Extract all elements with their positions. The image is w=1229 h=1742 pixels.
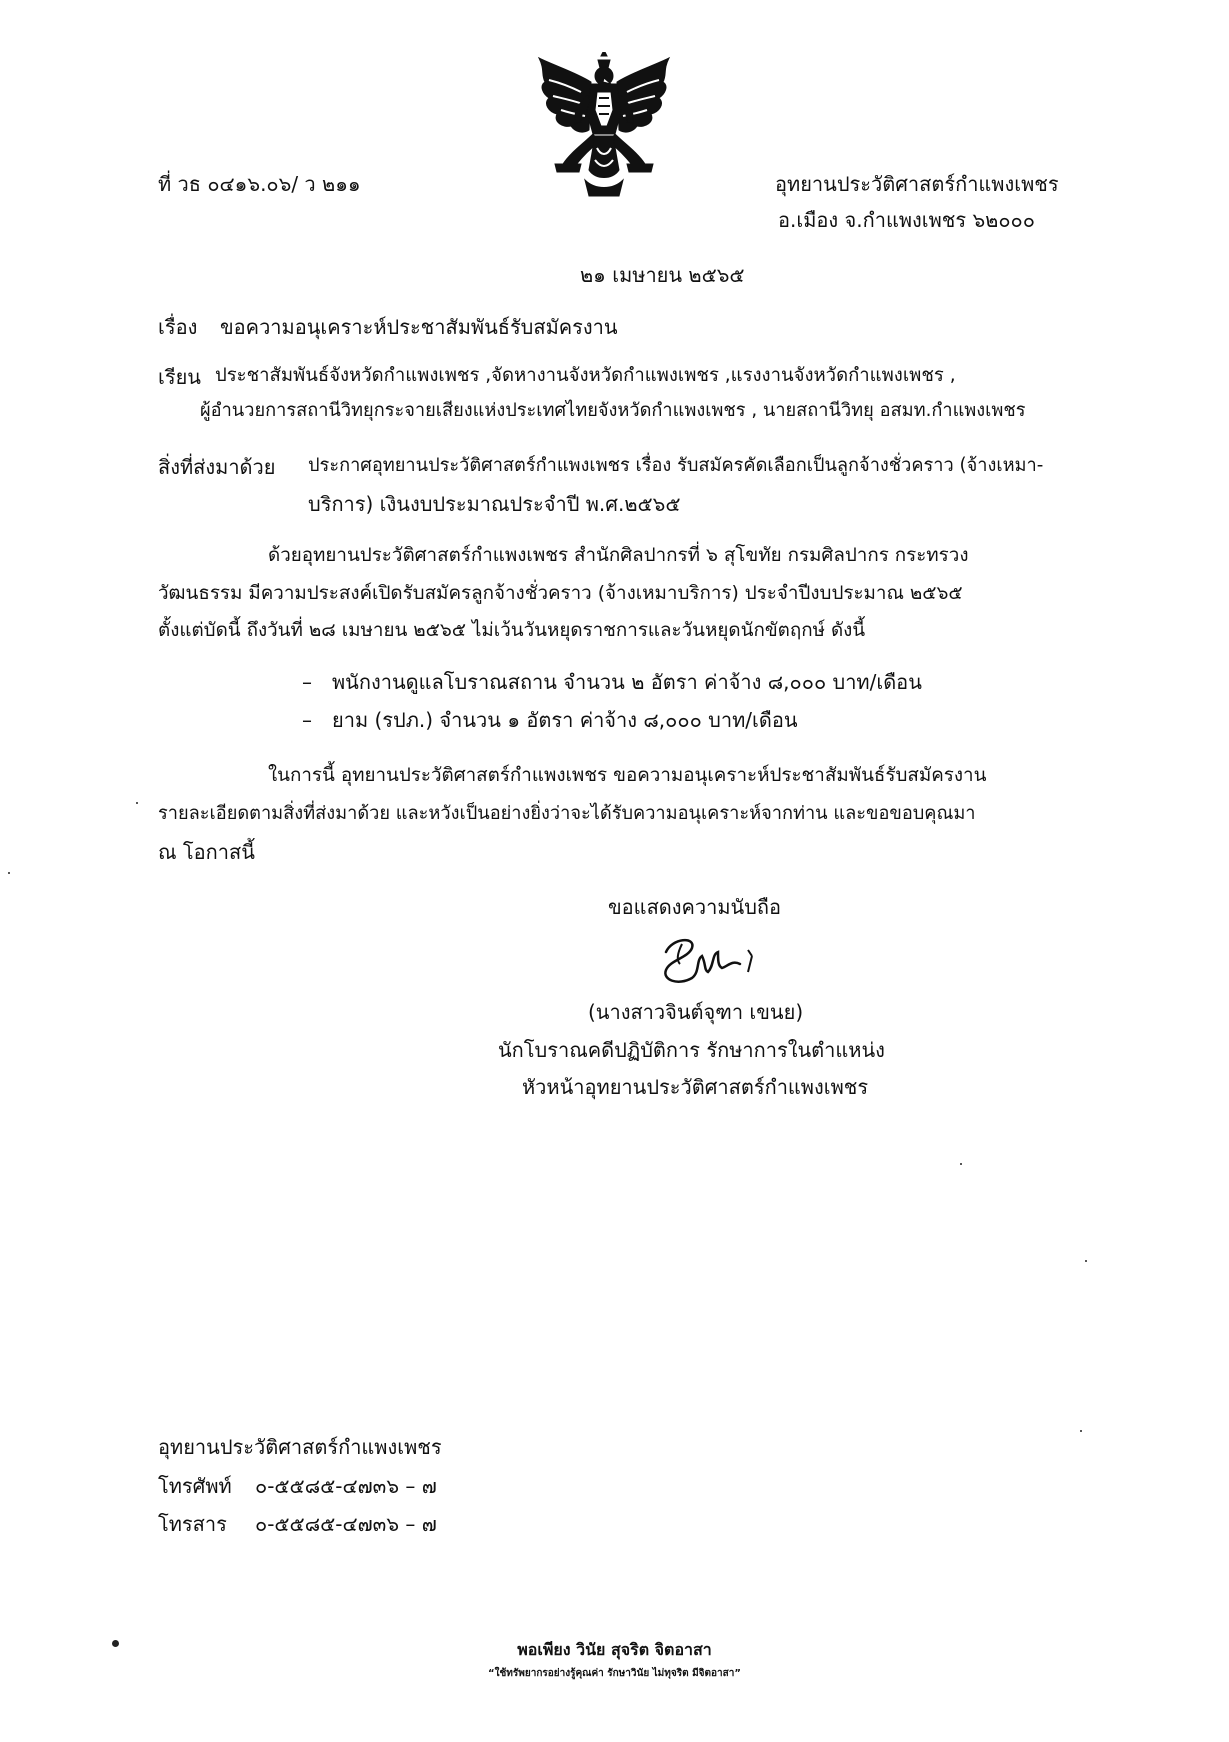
list-item-dash: – bbox=[302, 670, 312, 694]
body-paragraph-2-line-2: รายละเอียดตามสิ่งที่ส่งมาด้วย และหวังเป็นอย่างยิ่งว่าจะได้รับความอนุเคราะห์จากท่าน และขอขอบคุณมา bbox=[158, 803, 976, 824]
footer-phone-value: ๐-๕๕๘๕-๔๗๓๖ – ๗ bbox=[255, 1474, 437, 1498]
office-name: อุทยานประวัติศาสตร์กำแพงเพชร bbox=[775, 172, 1059, 196]
scan-speck bbox=[8, 872, 10, 874]
footer-fax-value: ๐-๕๕๘๕-๔๗๓๖ – ๗ bbox=[255, 1512, 437, 1536]
footer-phone-label: โทรศัพท์ bbox=[158, 1474, 232, 1498]
list-item-text: พนักงานดูแลโบราณสถาน จำนวน ๒ อัตรา ค่าจ้าง ๘,๐๐๐ บาท/เดือน bbox=[332, 670, 922, 694]
scan-speck bbox=[1085, 1260, 1087, 1262]
signer-name: (นางสาวจินต์จุฑา เขนย) bbox=[588, 1000, 804, 1024]
scan-speck bbox=[1080, 1430, 1082, 1432]
motto-subtitle: “ใช้ทรัพยากรอย่างรู้คุณค่า รักษาวินัย ไม่ทุจริต มีจิตอาสา” bbox=[488, 1668, 741, 1679]
office-address: อ.เมือง จ.กำแพงเพชร ๖๒๐๐๐ bbox=[778, 208, 1035, 232]
scan-speck bbox=[960, 1163, 962, 1165]
footer-fax-label: โทรสาร bbox=[158, 1512, 227, 1536]
list-item bbox=[302, 670, 922, 694]
subject-label: เรื่อง bbox=[158, 315, 198, 339]
enclosure-label: สิ่งที่ส่งมาด้วย bbox=[158, 455, 276, 479]
signer-title: หัวหน้าอุทยานประวัติศาสตร์กำแพงเพชร bbox=[522, 1075, 869, 1099]
motto-title: พอเพียง วินัย สุจริต จิตอาสา bbox=[517, 1640, 712, 1659]
enclosure-line-1: ประกาศอุทยานประวัติศาสตร์กำแพงเพชร เรื่อง รับสมัครคัดเลือกเป็นลูกจ้างชั่วคราว (จ้างเหมา- bbox=[308, 455, 1044, 476]
subject-text: ขอความอนุเคราะห์ประชาสัมพันธ์รับสมัครงาน bbox=[220, 315, 618, 339]
enclosure-line-2: บริการ) เงินงบประมาณประจำปี พ.ศ.๒๕๖๕ bbox=[308, 492, 681, 516]
scan-speck bbox=[112, 1640, 119, 1647]
closing-salutation: ขอแสดงความนับถือ bbox=[608, 895, 782, 919]
signature-icon bbox=[652, 930, 764, 990]
recipients-line-1: ประชาสัมพันธ์จังหวัดกำแพงเพชร ,จัดหางานจังหวัดกำแพงเพชร ,แรงงานจังหวัดกำแพงเพชร , bbox=[215, 365, 956, 386]
recipients-label: เรียน bbox=[158, 365, 201, 389]
recipients-line-2: ผู้อำนวยการสถานีวิทยุกระจายเสียงแห่งประเทศไทยจังหวัดกำแพงเพชร , นายสถานีวิทยุ อสมท.กำแพงเพชร bbox=[200, 400, 1026, 421]
reference-number: ที่ วธ ๐๔๑๖.๐๖/ ว ๒๑๑ bbox=[158, 172, 361, 196]
body-paragraph-1-line-1: ด้วยอุทยานประวัติศาสตร์กำแพงเพชร สำนักศิลปากรที่ ๖ สุโขทัย กรมศิลปากร กระทรวง bbox=[268, 545, 969, 566]
list-item bbox=[302, 708, 798, 732]
list-item-dash: – bbox=[302, 708, 312, 732]
list-item-text: ยาม (รปภ.) จำนวน ๑ อัตรา ค่าจ้าง ๘,๐๐๐ บาท/เดือน bbox=[332, 708, 798, 732]
garuda-emblem-icon bbox=[535, 52, 673, 197]
body-paragraph-1-line-2: วัฒนธรรม มีความประสงค์เปิดรับสมัครลูกจ้างชั่วคราว (จ้างเหมาบริการ) ประจำปีงบประมาณ ๒๕๖๕ bbox=[158, 583, 963, 604]
document-date: ๒๑ เมษายน ๒๕๖๕ bbox=[580, 263, 745, 287]
body-paragraph-1-line-3: ตั้งแต่บัดนี้ ถึงวันที่ ๒๘ เมษายน ๒๕๖๕ ไม่เว้นวันหยุดราชการและวันหยุดนักขัตฤกษ์ ดังนี้ bbox=[158, 620, 866, 641]
body-paragraph-2-line-3: ณ โอกาสนี้ bbox=[158, 840, 255, 864]
signer-position: นักโบราณคดีปฏิบัติการ รักษาการในตำแหน่ง bbox=[498, 1038, 885, 1062]
scan-speck bbox=[136, 802, 138, 804]
body-paragraph-2-line-1: ในการนี้ อุทยานประวัติศาสตร์กำแพงเพชร ขอความอนุเคราะห์ประชาสัมพันธ์รับสมัครงาน bbox=[268, 765, 987, 786]
footer-office-name: อุทยานประวัติศาสตร์กำแพงเพชร bbox=[158, 1435, 442, 1459]
